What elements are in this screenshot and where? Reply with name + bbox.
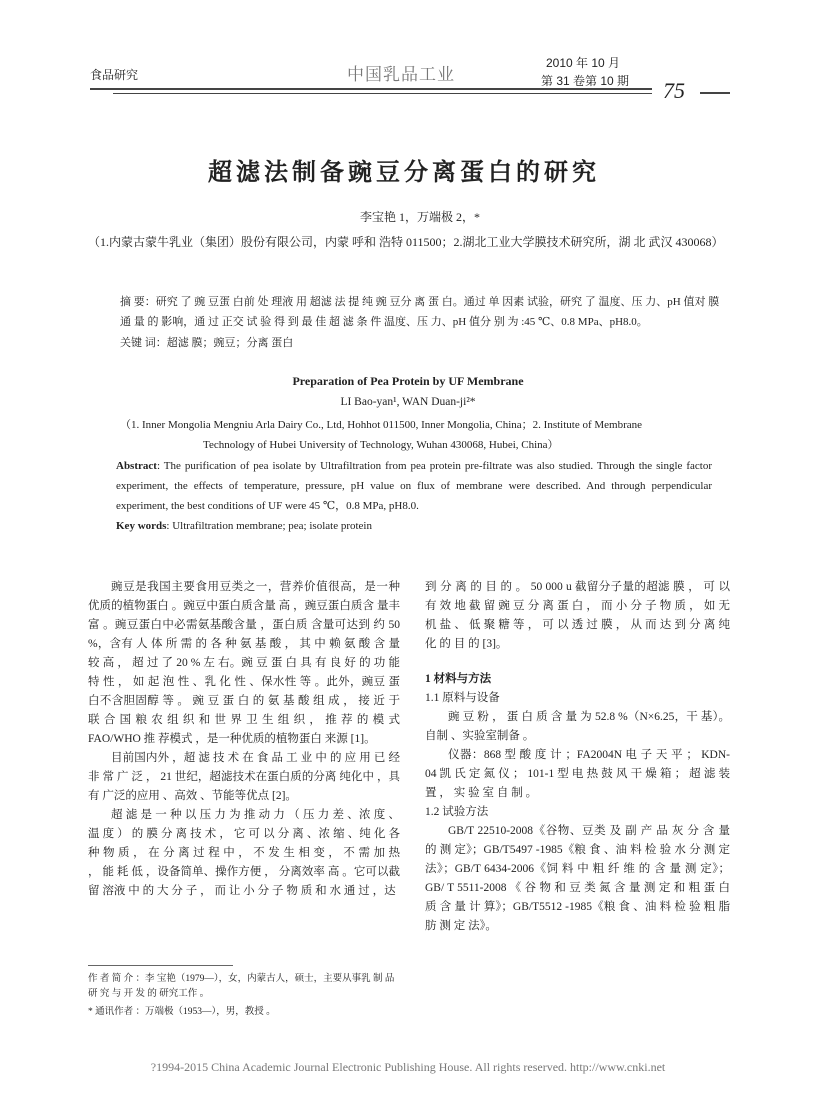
copyright-footer: ?1994-2015 China Academic Journal Electronic Publishing House. All rights reserved. http://www.cnki.net [150,1060,666,1074]
issue-date: 2010 年 10 月 [546,56,621,70]
authors-cn: 李宝艳 1，万端极 2，* [360,210,481,224]
affiliation-cn: （1.内蒙古蒙牛乳业（集团）股份有限公司，内蒙 呼和 浩特 011500；2.湖北工业大学膜技术研究所，湖 北 武汉 430068） [88,235,724,249]
footnote-author: 作 者 简 介 ：李 宝艳（1979—），女，内蒙古人，硕士，主要从事乳 制 品 研 究 与 开 发 的 研究工作 。 [88,974,395,999]
english-keywords [116,516,372,536]
english-abstract [116,456,712,516]
right-paragraph-2: 豌 豆 粉 ， 蛋 白 质 含 量 为 52.8 %（N×6.25，干 基）。 自制 、实验室制备 。 [425,711,730,742]
right-paragraph-3: 仪器：868 型 酸 度 计 ；FA2004N 电 子 天 平 ； KDN-04 凯 氏 定 氮 仪 ； 101-1 型 电 热 鼓 风 干 燥 箱 ； 超 滤 装 置 ， 实 验 室 自 制 。 [425,749,730,799]
left-paragraph-1: 豌豆是我国主要食用豆类之一，营养价值很高，是一种 优质的植物蛋白 。豌豆中蛋白质含量 高 ，豌豆蛋白质含 量丰富 。豌豆蛋白中必需氨基酸含量 ，蛋白质 含量可达到 约 50 %，含有 人 体 所 需 的 各 种 氨 基 酸 ， 其 中 赖 氨 酸 含 量 较 高 ， 超 过 了 20 % 左 右。豌 豆 蛋 白 具 有 良 好 的 功 能 特 性 ， 如 起 泡 性 、乳 化 性 、保水性 等 。此外，豌豆 蛋白不含胆固醇 等 。 豌 豆 蛋 白 的 氨 基 酸 组 成 ， 接 近 于 联 合 国 粮 农 组 织 和 世 界 卫 生 组 织 ， 推 荐 的 模 式 FAO/WHO 推 荐模式 ，是一种优质的植物蛋白 来源 [1]。 [88,581,400,745]
footnote-corresponding: * 通讯作者 ：万端极（1953—），男，教授 。 [88,1007,276,1017]
right-column [425,578,730,936]
english-authors: LI Bao-yan¹, WAN Duan-ji²* [340,396,476,408]
section-label: 食品研究 [90,68,139,82]
english-affiliation-1: （1. Inner Mongolia Mengniu Arla Dairy Co., Ltd, Hohhot 011500, Inner Mongolia, China；2. Institute of Membrane [120,419,643,431]
article-title-cn: 超滤法制备豌豆分离蛋白的研究 [208,160,600,186]
abstract-text: : The purification of pea isolate by Ultrafiltration from pea protein pre-filtrate was also studied. Through the single factor experiment, the effects of temperature, pressure, pH value on flux of membrane were described. And through perpendicular experiment, the best conditions of UF were 45 ℃，0.8 MPa, pH8.0. [116,460,712,512]
keywords-label: Key words [116,520,167,532]
section-1-2-heading: 1.2 试验方法 [425,806,489,818]
english-title: Preparation of Pea Protein by UF Membrane [292,374,524,388]
left-paragraph-2: 目前国内外 ，超 滤 技 术 在 食 品 工 业 中 的 应 用 已 经 非 常 广 泛 ， 21 世纪，超滤技术在蛋白质的分离 纯化中 ，具 有 广泛的应用 、高效 、节能等优点 [2]。 [88,752,400,802]
journal-title: 中国乳品工业 [347,65,455,84]
right-paragraph-4: GB/T 22510-2008《谷物、豆类 及 副 产 品 灰 分 含 量 的 测 定》；GB/T5497 -1985《粮 食 、油 料 检 验 水 分 测 定 法》；GB/T 6434-2006《饲 料 中 粗 纤 维 的 含 量 测 定》；GB/ T 5511-2008 《 谷 物 和 豆 类 氮 含 量 测 定 和 粗 蛋 白 质 含 量 计 算》；GB/T5512 -1985《粮 食 、油 料 检 验 粗 脂 肪 测 定 法》。 [425,825,730,932]
header-rule-bottom [113,93,652,94]
footnote-rule [88,965,233,966]
issue-volume: 第 31 卷第 10 期 [541,74,630,88]
page-number-rule [700,92,730,94]
section-1-1-heading: 1.1 原料与设备 [425,692,500,704]
left-column [88,578,400,901]
section-1-heading: 1 材料与方法 [425,673,492,685]
keywords-text: : Ultrafiltration membrane; pea; isolate protein [166,520,372,532]
header-rule-top [90,88,652,90]
abstract-cn: 摘 要：研究 了 豌 豆蛋 白前 处 理液 用 超滤 法 提 纯 豌 豆分 离 蛋 白。通过 单 因素 试验，研究 了 温度、压 力、pH 值对 膜通 量 的 影响，通 过 正交 试 验 得 到 最 佳 超 滤 条 件 温度、压 力、pH 值分 别 为 :45 ℃、0.8 MPa、pH8.0。 [120,296,720,328]
keywords-cn: 关键 词：超滤 膜；豌豆；分离 蛋白 [120,337,294,349]
abstract-label: Abstract [116,460,157,472]
page-number: 75 [663,78,685,103]
left-paragraph-3: 超 滤 是 一 种 以 压 力 为 推 动 力 （ 压 力 差 、浓 度 、温 度 ） 的 膜 分 离 技 术 ， 它 可 以 分 离 、浓 缩 、纯 化 各 种 物 质 ， 在 分 离 过 程 中 ， 不 发 生 相 变 ， 不 需 加 热 ， 能 耗 低 ，设备简单、操作方便 ， 分离效率 高 。它可以截留 溶液 中 的 大 分 子 ， 而 让 小 分 子 物 质 和 水 通 过 ，达 [88,809,400,897]
right-paragraph-1: 到 分 离 的 目 的 。 50 000 u 截留分子量的超滤 膜 ， 可 以 有 效 地 截 留 豌 豆 分 离 蛋 白 ， 而 小 分 子 物 质 ， 如 无 机 盐 、 低 聚 糖 等 ， 可 以 透 过 膜 ， 从 而 达 到 分 离 纯 化 的 目 的 [3]。 [425,581,730,650]
english-affiliation-2: Technology of Hubei University of Technology, Wuhan 430068, Hubei, China） [203,439,559,451]
